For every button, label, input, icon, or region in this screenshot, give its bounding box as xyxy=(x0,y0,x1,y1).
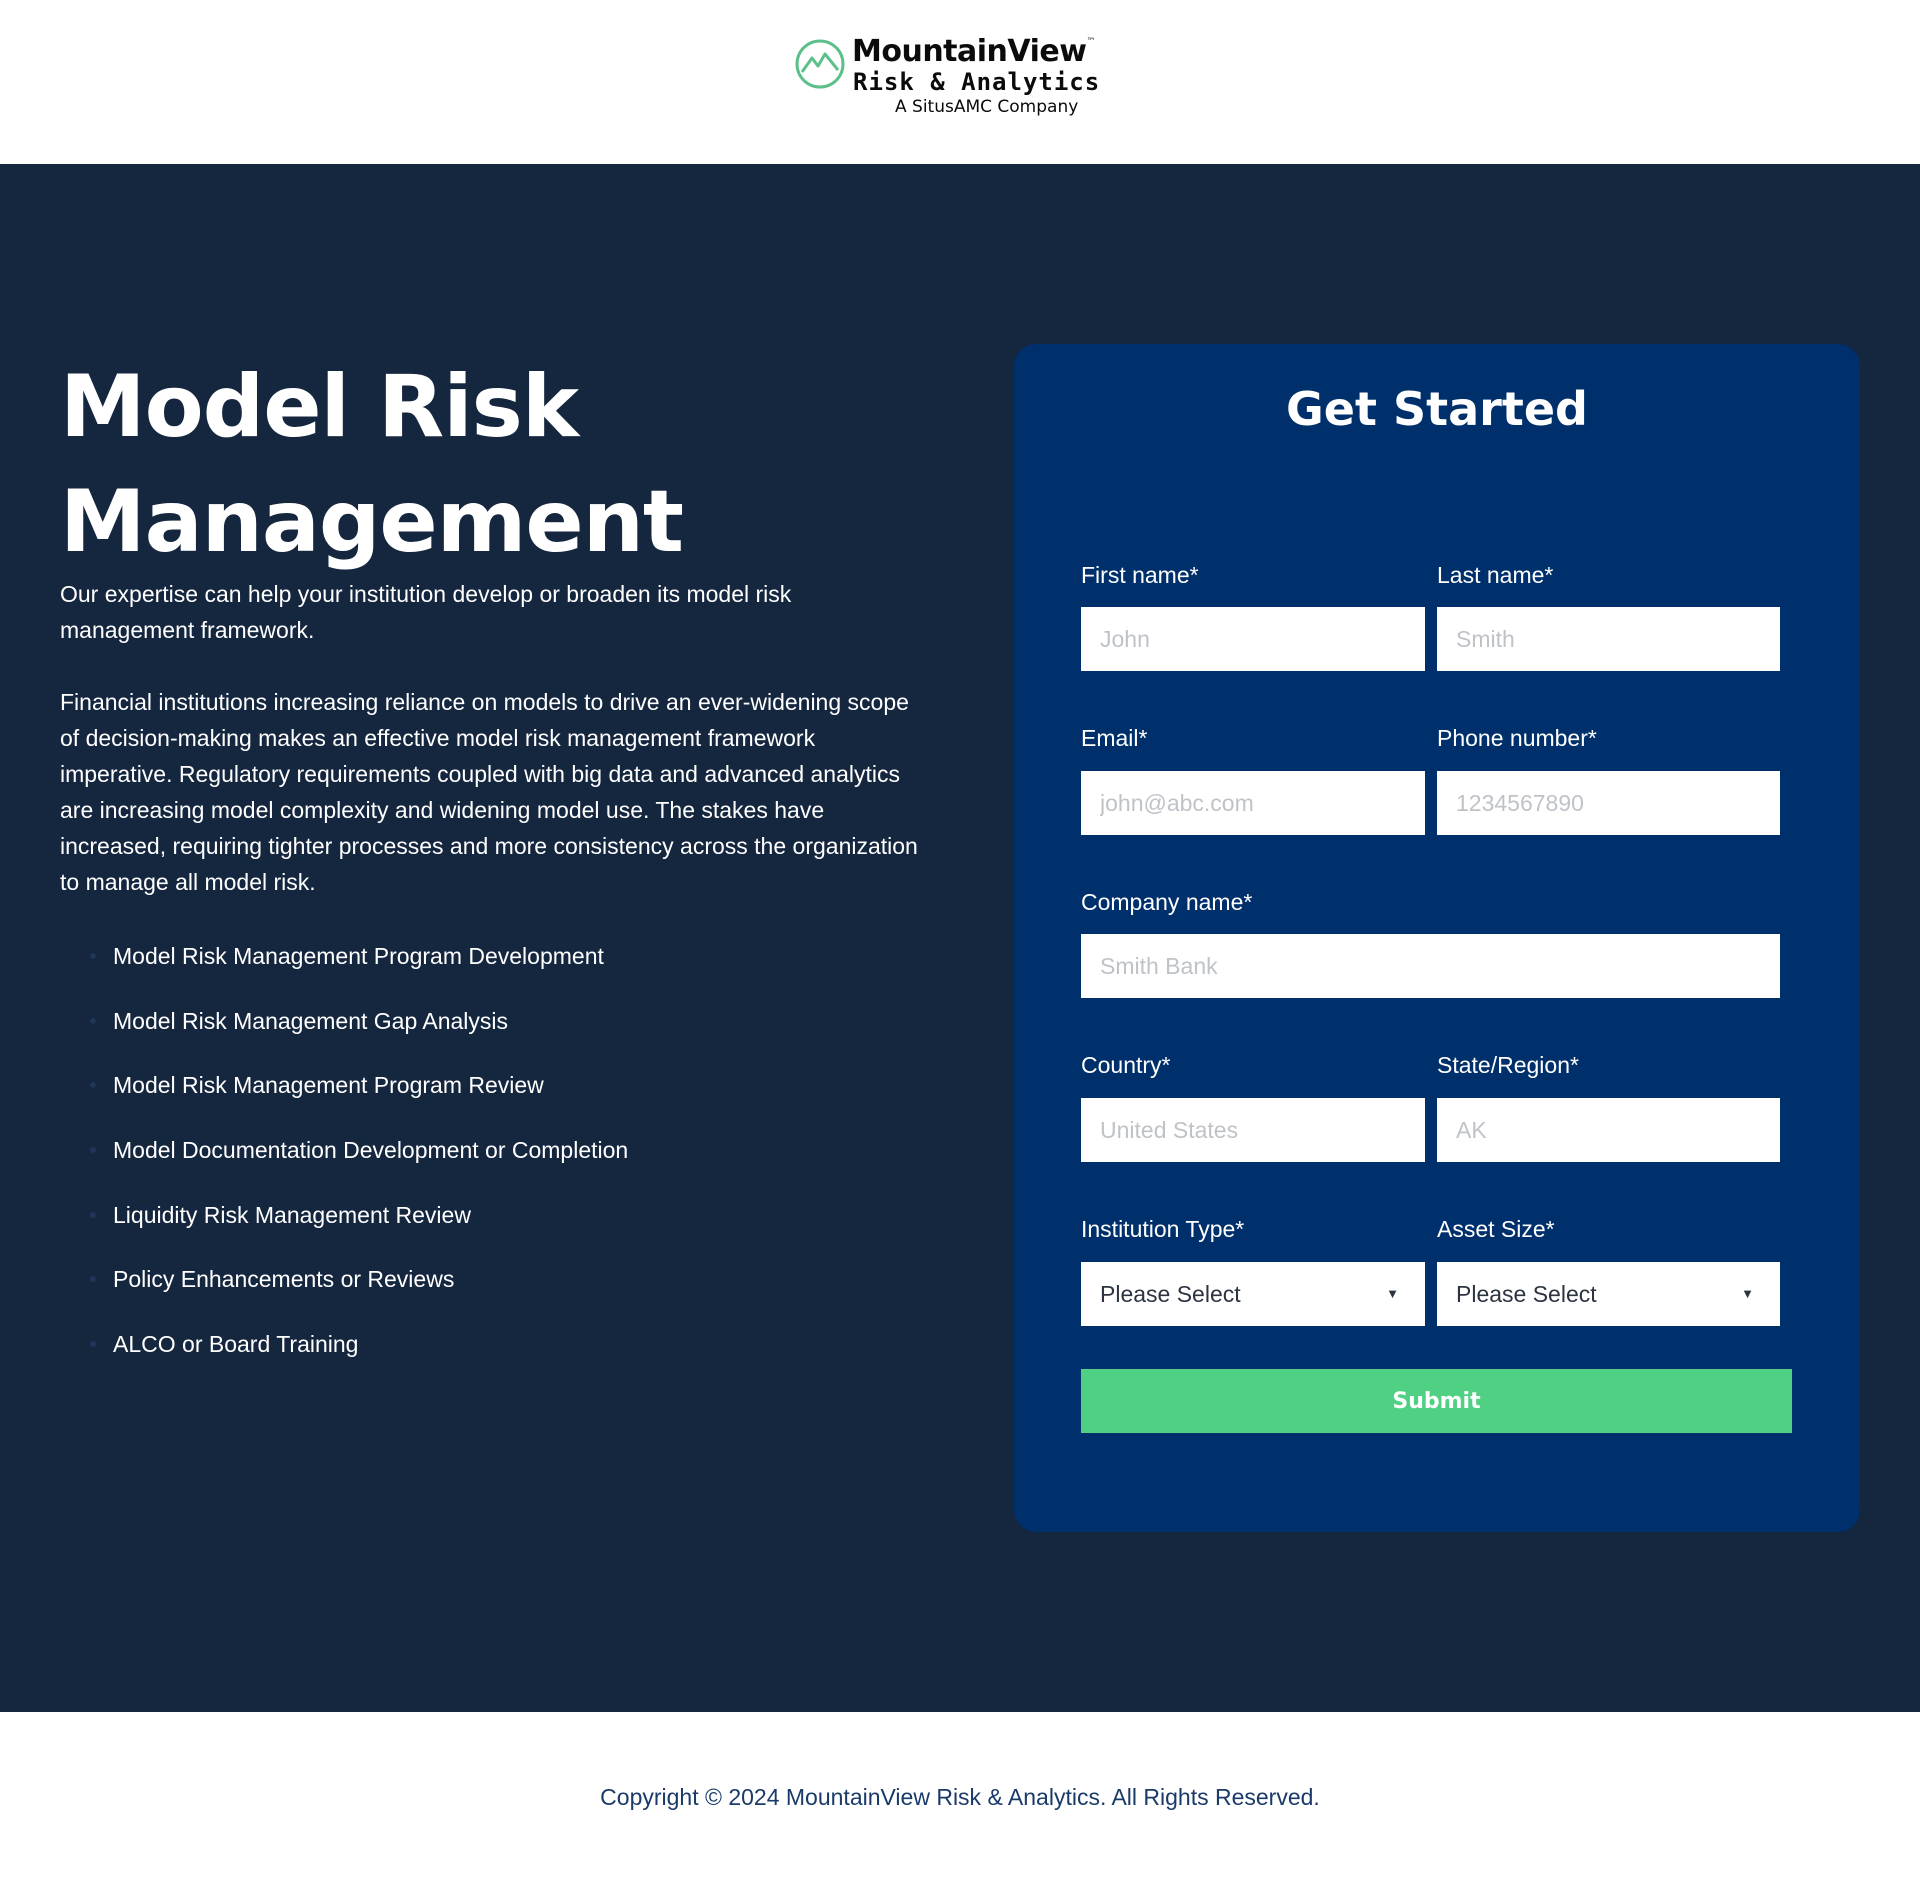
copyright-text: Copyright © 2024 MountainView Risk & Analytics. All Rights Reserved. xyxy=(600,1784,1320,1810)
services-list xyxy=(90,938,628,1391)
trademark-mark: ™ xyxy=(1086,37,1095,47)
last-name-label: Last name* xyxy=(1437,562,1554,588)
chevron-down-icon: ▼ xyxy=(1741,1286,1754,1301)
form-title: Get Started xyxy=(1286,382,1588,436)
country-label: Country* xyxy=(1081,1052,1171,1078)
logo-brand: MountainView™ xyxy=(852,34,1095,69)
company-input[interactable] xyxy=(1081,934,1780,998)
hero-body: Financial institutions increasing reliance on models to drive an ever-widening scope of decision-making makes an effective model risk management framework imperative. Regulatory requirements coupled with big data and advanced analytics are increasing model complexity and widening model use. The stakes have increased, requiring tighter processes and more consistency across the organization to manage all model risk. xyxy=(60,689,918,895)
get-started-form xyxy=(1014,344,1860,1532)
mountain-circle-icon xyxy=(794,38,846,90)
logo-tagline: A SitusAMC Company xyxy=(895,97,1079,117)
company-logo[interactable] xyxy=(794,34,1104,122)
email-label: Email* xyxy=(1081,725,1148,751)
submit-button[interactable]: Submit xyxy=(1081,1369,1792,1433)
first-name-input[interactable] xyxy=(1081,607,1425,671)
page-title: Model Risk Management xyxy=(60,357,684,572)
institution-type-label: Institution Type* xyxy=(1081,1216,1245,1242)
site-footer xyxy=(0,1712,1920,1891)
asset-size-select[interactable] xyxy=(1437,1262,1780,1326)
hero-section xyxy=(0,164,1920,1712)
institution-type-value: Please Select xyxy=(1100,1281,1241,1307)
email-input[interactable] xyxy=(1081,771,1425,835)
list-item: Model Risk Management Program Development xyxy=(90,938,628,1003)
list-item: Model Risk Management Gap Analysis xyxy=(90,1003,628,1068)
country-input[interactable] xyxy=(1081,1098,1425,1162)
list-item: Model Risk Management Program Review xyxy=(90,1067,628,1132)
institution-type-select[interactable] xyxy=(1081,1262,1425,1326)
asset-size-value: Please Select xyxy=(1456,1281,1597,1307)
last-name-input[interactable] xyxy=(1437,607,1780,671)
first-name-label: First name* xyxy=(1081,562,1199,588)
list-item: Model Documentation Development or Completion xyxy=(90,1132,628,1197)
state-label: State/Region* xyxy=(1437,1052,1579,1078)
chevron-down-icon: ▼ xyxy=(1386,1286,1399,1301)
list-item: Policy Enhancements or Reviews xyxy=(90,1261,628,1326)
company-label: Company name* xyxy=(1081,889,1253,915)
site-header xyxy=(0,0,1920,164)
logo-subtitle: Risk & Analytics xyxy=(853,68,1101,96)
list-item: ALCO or Board Training xyxy=(90,1326,628,1391)
phone-label: Phone number* xyxy=(1437,725,1597,751)
phone-input[interactable] xyxy=(1437,771,1780,835)
list-item: Liquidity Risk Management Review xyxy=(90,1197,628,1262)
state-input[interactable] xyxy=(1437,1098,1780,1162)
hero-lead: Our expertise can help your institution develop or broaden its model risk management framework. xyxy=(60,581,792,643)
asset-size-label: Asset Size* xyxy=(1437,1216,1555,1242)
